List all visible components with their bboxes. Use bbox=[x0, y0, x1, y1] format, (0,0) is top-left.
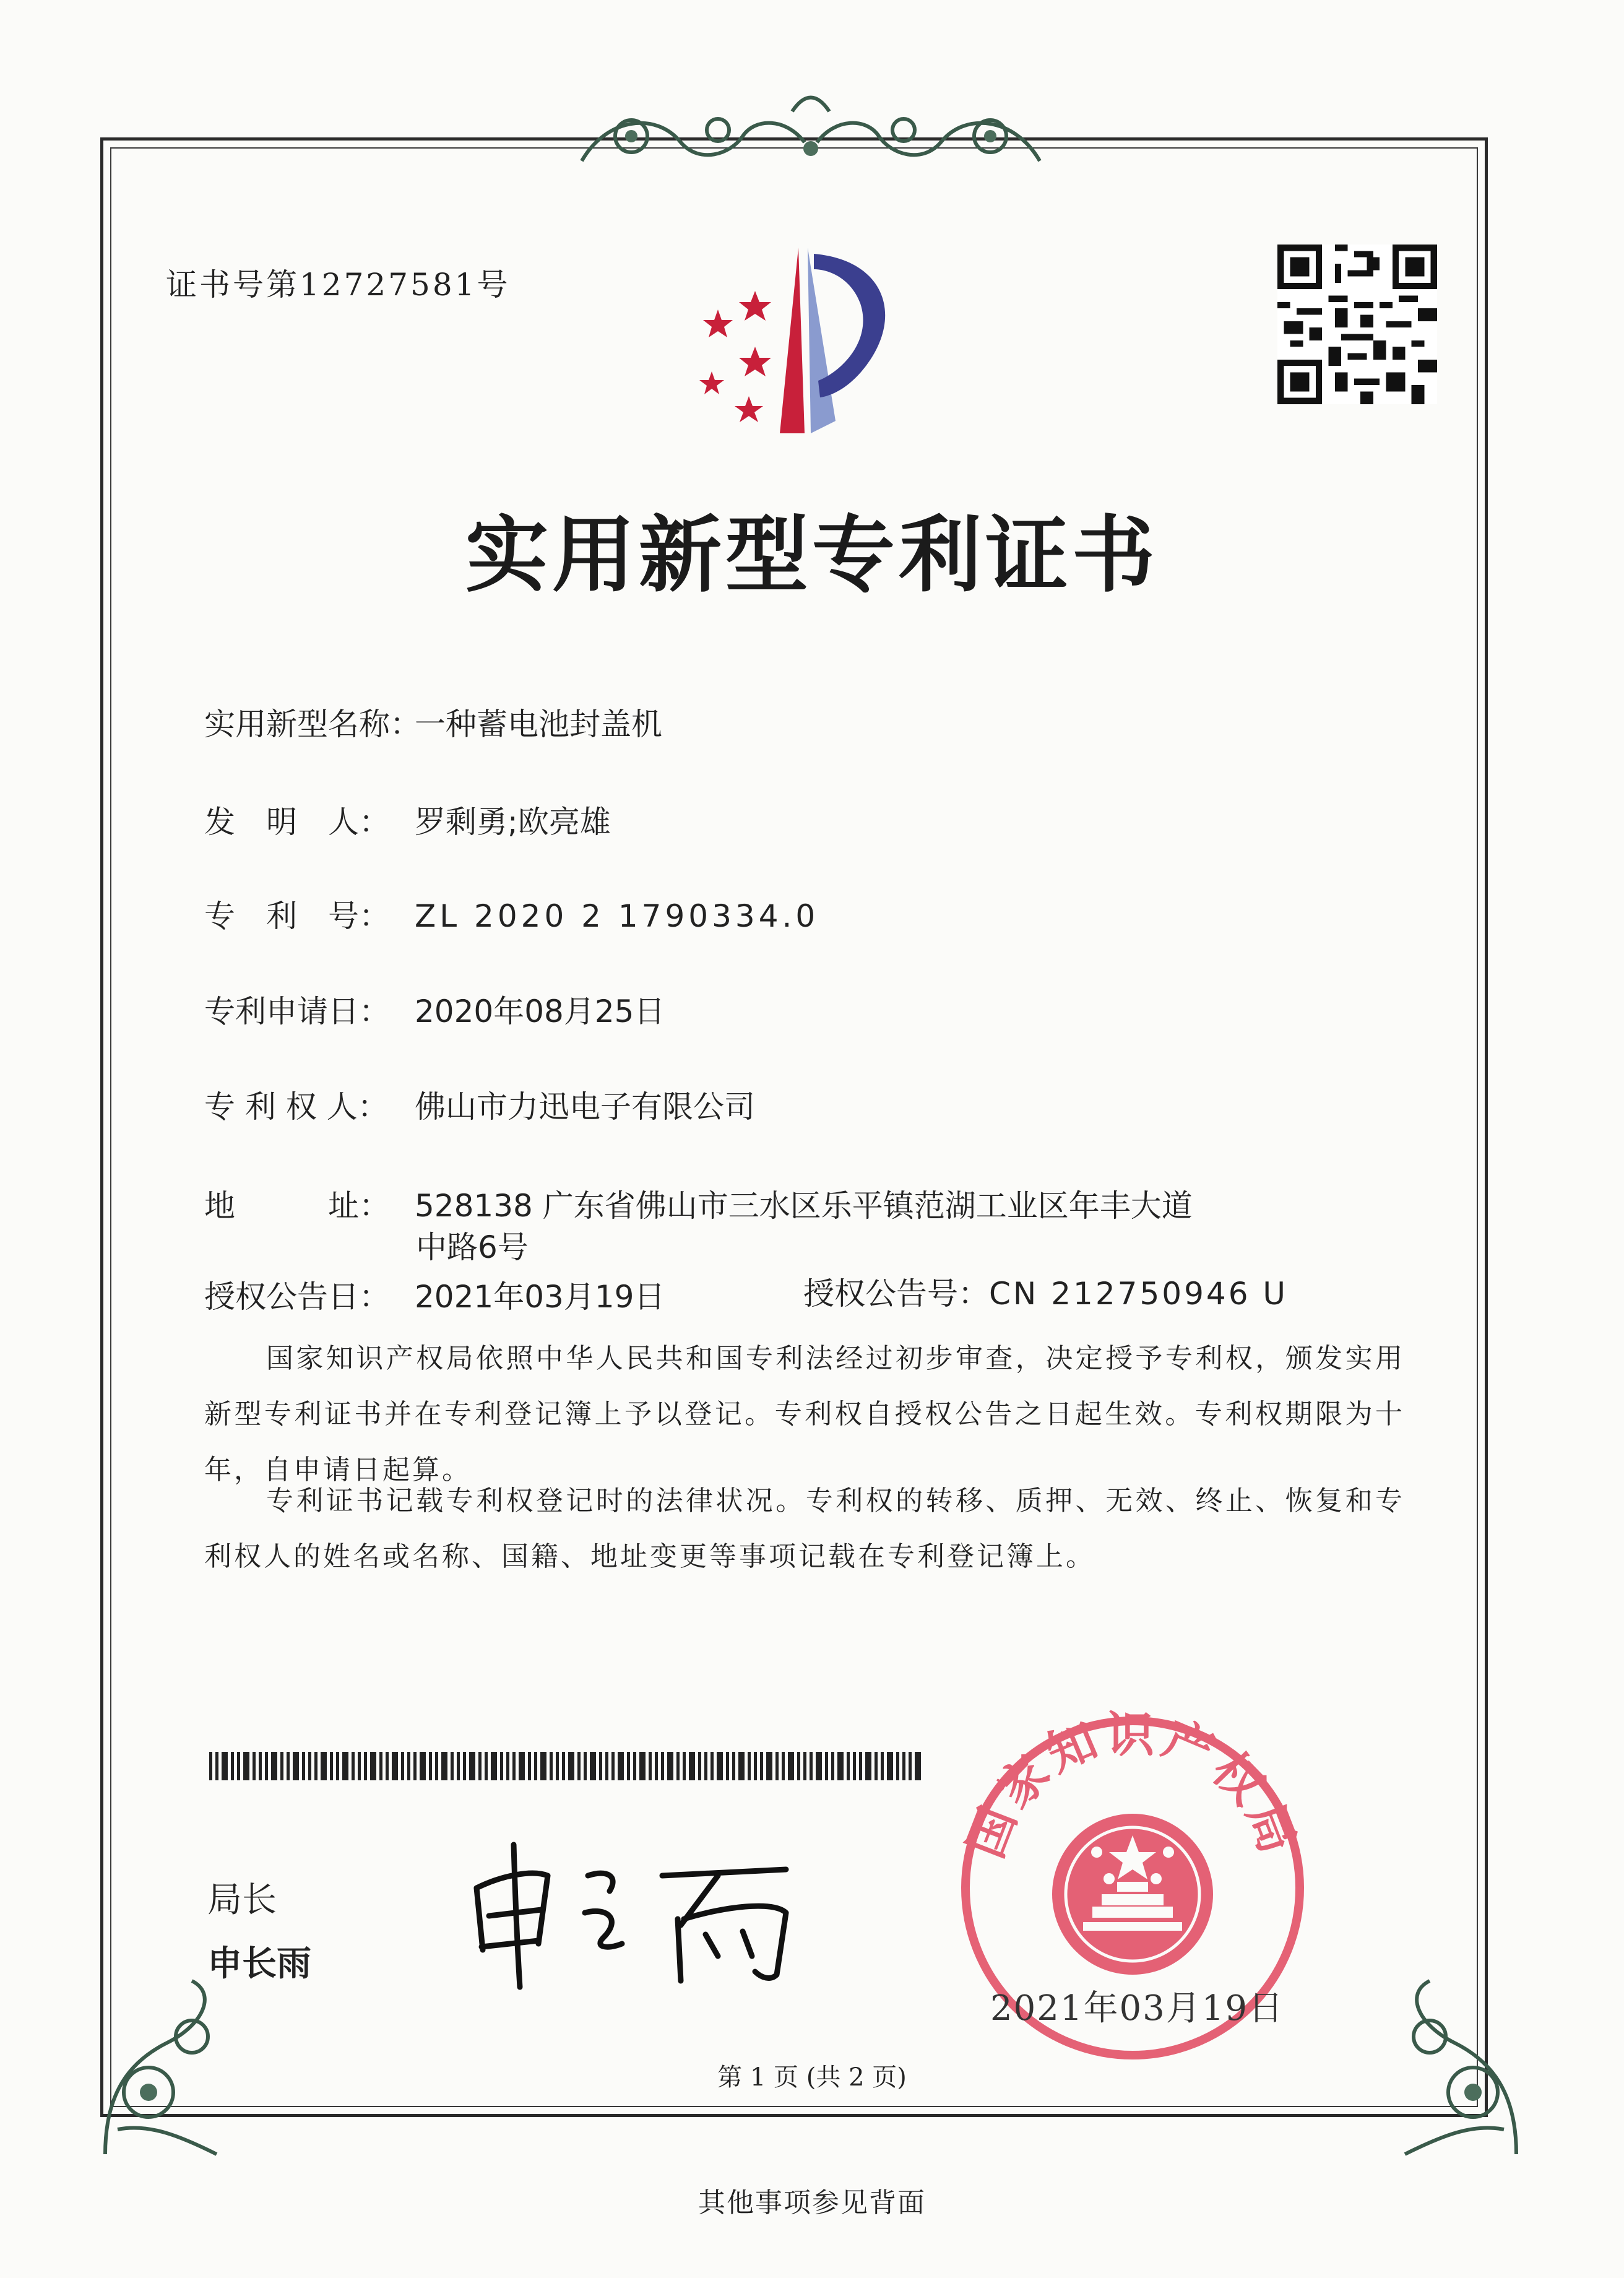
field-value: 一种蓄电池封盖机 bbox=[415, 706, 662, 742]
field-label: 专 利 号： bbox=[204, 898, 390, 934]
field-grant-date bbox=[204, 1272, 665, 1317]
field-value: 佛山市力迅电子有限公司 bbox=[415, 1089, 755, 1125]
cnipa-logo bbox=[681, 235, 928, 446]
field-address-line2: 中路6号 bbox=[416, 1229, 529, 1265]
field-patent-number bbox=[204, 891, 819, 936]
seal-date: 2021年03月19日 bbox=[990, 1988, 1285, 2029]
certificate-number: 证书号第12727581号 bbox=[166, 267, 511, 303]
field-value: CN 212750946 U bbox=[989, 1276, 1289, 1312]
qr-code bbox=[1277, 245, 1437, 404]
field-inventor bbox=[204, 797, 611, 842]
field-label: 专 利 权 人： bbox=[204, 1089, 389, 1125]
handwritten-signature bbox=[464, 1832, 811, 1999]
field-value: 528138 广东省佛山市三水区乐平镇范湖工业区年丰大道 bbox=[415, 1188, 1193, 1224]
director-name: 申长雨 bbox=[207, 1944, 311, 1984]
field-label: 授权公告日： bbox=[204, 1279, 390, 1315]
field-address bbox=[204, 1181, 1193, 1226]
field-value: 罗剩勇;欧亮雄 bbox=[415, 804, 611, 840]
field-value: 2021年03月19日 bbox=[415, 1279, 665, 1315]
legal-paragraph-1: 国家知识产权局依照中华人民共和国专利法经过初步审查，决定授予专利权，颁发实用新型专利证书并在专利登记簿上予以登记。专利权自授权公告之日起生效。专利权期限为十年，自申请日起算。 bbox=[204, 1343, 1405, 1486]
director-title: 局长 bbox=[207, 1880, 277, 1920]
field-value: ZL 2020 2 1790334.0 bbox=[415, 898, 819, 934]
footer-note: 其他事项参见背面 bbox=[698, 2187, 926, 2219]
field-label: 地 址： bbox=[204, 1188, 390, 1224]
field-filing-date bbox=[204, 987, 665, 1031]
seal-text: 国家知识产权局 bbox=[957, 1708, 1308, 1866]
certificate-title: 实用新型专利证书 bbox=[465, 507, 1159, 604]
field-patentee bbox=[204, 1082, 755, 1127]
field-value: 2020年08月25日 bbox=[415, 994, 665, 1029]
top-ornament bbox=[557, 93, 1065, 180]
field-label: 授权公告号： bbox=[803, 1276, 989, 1312]
legal-paragraph-2: 专利证书记载专利权登记时的法律状况。专利权的转移、质押、无效、终止、恢复和专利权人的姓名或名称、国籍、地址变更等事项记载在专利登记簿上。 bbox=[204, 1485, 1405, 1572]
field-label: 发 明 人： bbox=[204, 804, 390, 840]
field-utility-model-name bbox=[204, 699, 662, 744]
barcode bbox=[209, 1752, 921, 1780]
field-grant-number bbox=[803, 1269, 1288, 1314]
field-label: 专利申请日： bbox=[204, 994, 390, 1029]
page-number: 第 1 页 (共 2 页) bbox=[717, 2063, 907, 2092]
field-label: 实用新型名称： bbox=[204, 706, 421, 742]
